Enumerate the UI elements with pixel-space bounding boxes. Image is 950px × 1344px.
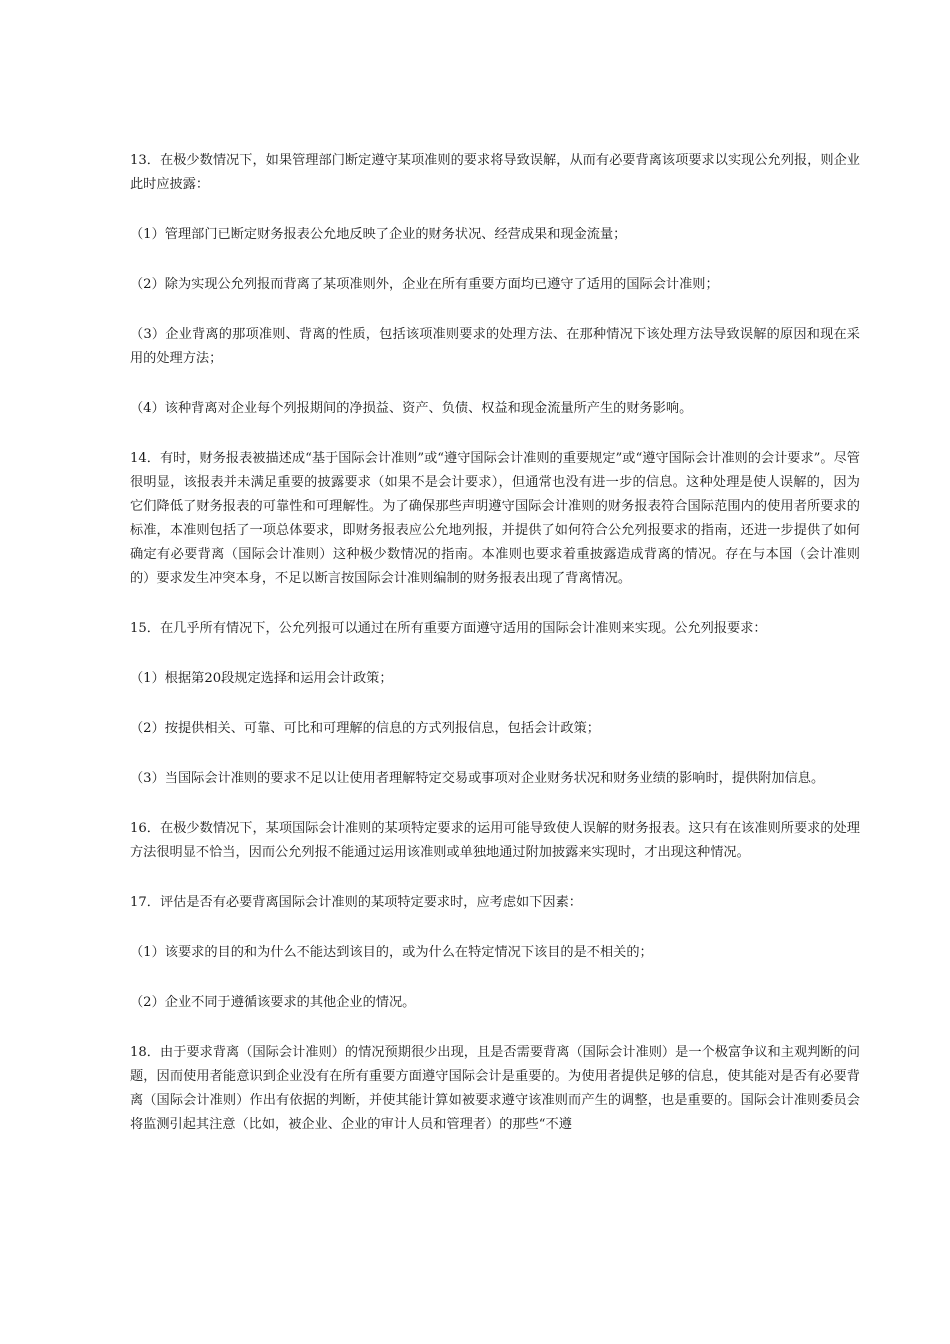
paragraph-15: 15．在几乎所有情况下，公允列报可以通过在所有重要方面遵守适用的国际会计准则来实现。公允列报要求： — [130, 621, 767, 636]
list-item-13-2: （2）除为实现公允列报而背离了某项准则外，企业在所有重要方面均已遵守了适用的国际会计准则； — [130, 277, 719, 292]
paragraph-17: 17．评估是否有必要背离国际会计准则的某项特定要求时，应考虑如下因素： — [130, 895, 582, 910]
list-item-15-1: （1）根据第20段规定选择和运用会计政策； — [130, 671, 393, 686]
paragraph-18: 18．由于要求背离（国际会计准则）的情况预期很少出现，且是否需要背离（国际会计准则）是一个极富争议和主观判断的问题，因而使用者能意识到企业没有在所有重要方面遵守国际会计是重要的。为使用者提供足够的信息，使其能对是否有必要背离（国际会计准则）作出有依据的判断，并使其能计算如被要求遵守该准则而产生的调整，也是重要的。国际会计准则委员会将监测引起其注意（比如，被企业、企业的审计人员和管理者）的那些“不遵 — [130, 1045, 860, 1132]
list-item-15-2: （2）按提供相关、可靠、可比和可理解的信息的方式列报信息，包括会计政策； — [130, 721, 600, 736]
list-item-15-3: （3）当国际会计准则的要求不足以让使用者理解特定交易或事项对企业财务状况和财务业绩的影响时，提供附加信息。 — [130, 771, 825, 786]
document-body — [130, 149, 860, 1163]
list-item-13-3: （3）企业背离的那项准则、背离的性质，包括该项准则要求的处理方法、在那种情况下该处理方法导致误解的原因和现在采用的处理方法； — [130, 327, 860, 366]
paragraph-16: 16．在极少数情况下，某项国际会计准则的某项特定要求的运用可能导致使人误解的财务报表。这只有在该准则所要求的处理方法很明显不恰当，因而公允列报不能通过运用该准则或单独地通过附加披露来实现时，才出现这种情况。 — [130, 821, 860, 860]
list-item-13-4: （4）该种背离对企业每个列报期间的净损益、资产、负债、权益和现金流量所产生的财务影响。 — [130, 401, 693, 416]
list-item-17-2: （2）企业不同于遵循该要求的其他企业的情况。 — [130, 995, 416, 1010]
paragraph-14: 14．有时，财务报表被描述成“基于国际会计准则”或“遵守国际会计准则的重要规定”或“遵守国际会计准则的会计要求”。尽管很明显，该报表并未满足重要的披露要求（如果不是会计要求），但通常也没有进一步的信息。这种处理是使人误解的，因为它们降低了财务报表的可靠性和可理解性。为了确保那些声明遵守国际会计准则的财务报表符合国际范围内的使用者所要求的标准，本准则包括了一项总体要求，即财务报表应公允地列报，并提供了如何符合公允列报要求的指南，还进一步提供了如何确定有必要背离（国际会计准则）这种极少数情况的指南。本准则也要求着重披露造成背离的情况。存在与本国（会计准则的）要求发生冲突本身，不足以断言按国际会计准则编制的财务报表出现了背离情况。 — [130, 451, 860, 586]
list-item-13-1: （1）管理部门已断定财务报表公允地反映了企业的财务状况、经营成果和现金流量； — [130, 227, 627, 242]
paragraph-13: 13．在极少数情况下，如果管理部门断定遵守某项准则的要求将导致误解，从而有必要背离该项要求以实现公允列报，则企业此时应披露： — [130, 153, 860, 192]
list-item-17-1: （1）该要求的目的和为什么不能达到该目的，或为什么在特定情况下该目的是不相关的； — [130, 945, 653, 960]
